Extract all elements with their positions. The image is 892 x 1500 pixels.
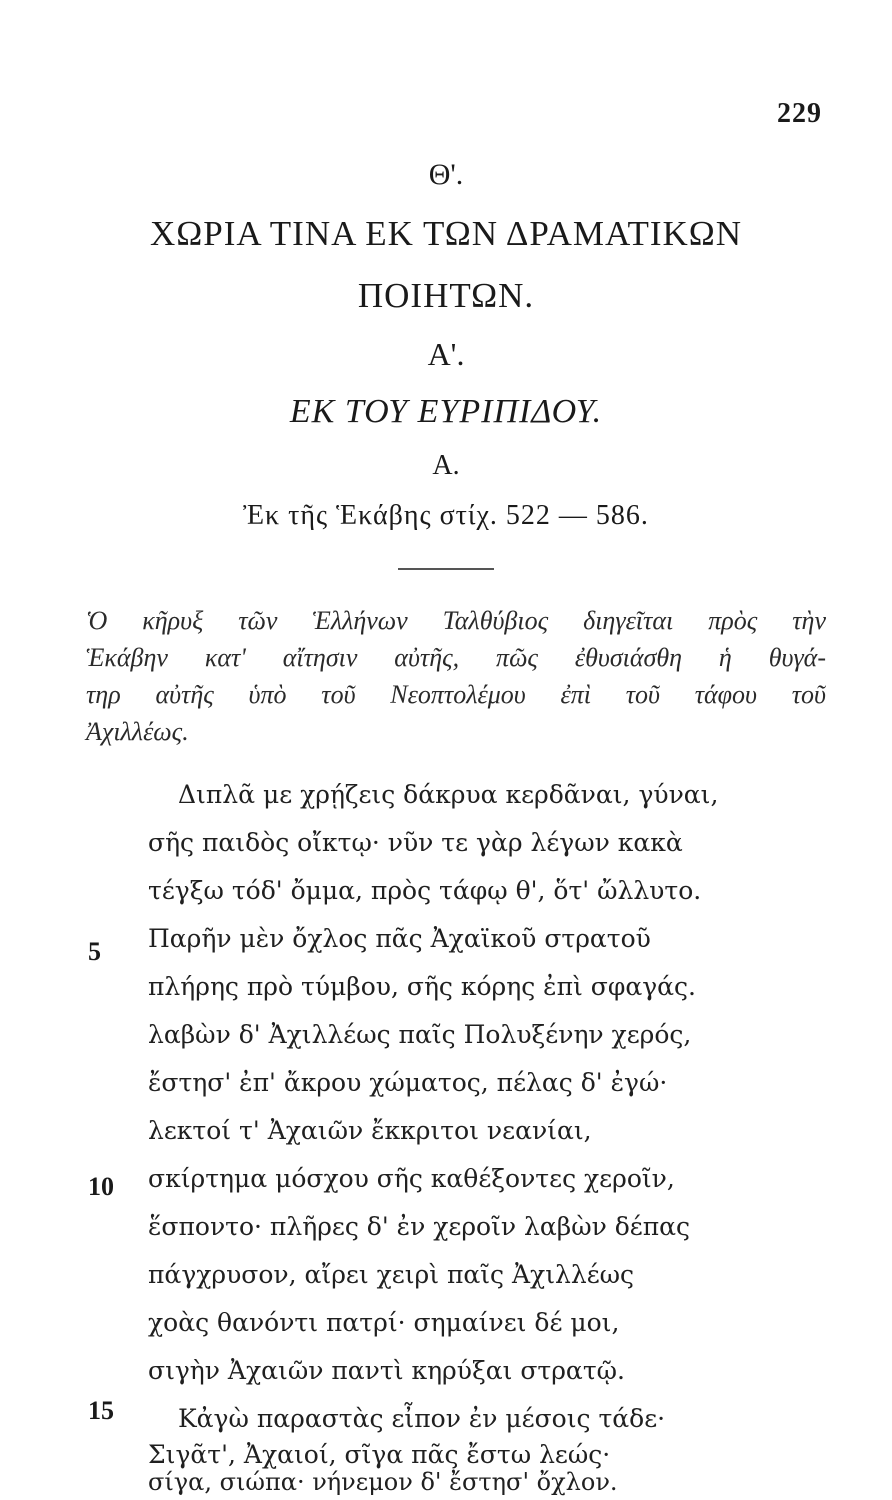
intro-line: Ἑκάβην κατ' αἴτησιν αὐτῆς, πῶς ἐθυσιάσθη ἡ θυγά- bbox=[86, 643, 826, 672]
main-title-line1: ΧΩΡΙΑ ΤΙΝΑ ΕΚ ΤΩΝ ΔΡΑΜΑΤΙΚΩΝ bbox=[149, 214, 743, 253]
source-citation: Ἐκ τῆς Ἑκάβης στίχ. 522 — 586. bbox=[243, 500, 649, 531]
part-number: Α'. bbox=[427, 336, 465, 372]
verse-line: σκίρτημα μόσχου σῆς καθέξοντες χεροῖν, bbox=[148, 1164, 675, 1193]
page-number: 229 bbox=[777, 98, 822, 129]
intro-line: Ὁ κῆρυξ τῶν Ἑλλήνων Ταλθύβιος διηγεῖται πρὸς τὴν bbox=[86, 606, 826, 635]
part-title: ΕΚ ΤΟΥ ΕΥΡΙΠΙΔΟΥ. bbox=[289, 393, 603, 430]
section-number: Θ'. bbox=[428, 158, 464, 191]
verse-line: λαβὼν δ' Ἀχιλλέως παῖς Πολυξένην χερός, bbox=[148, 1020, 692, 1049]
verse-line: σιγὴν Ἀχαιῶν παντὶ κηρύξαι στρατῷ. bbox=[148, 1356, 625, 1385]
verse-line: σίγα, σιώπα· νήνεμον δ' ἔστησ' ὄχλον. bbox=[148, 1468, 618, 1496]
line-number: 15 bbox=[88, 1396, 114, 1425]
verse-line: Παρῆν μὲν ὄχλος πᾶς Ἀχαϊκοῦ στρατοῦ bbox=[148, 924, 651, 953]
verse-line: ἔστησ' ἐπ' ἄκρου χώματος, πέλας δ' ἐγώ· bbox=[148, 1068, 668, 1097]
verse-line: πλήρης πρὸ τύμβου, σῆς κόρης ἐπὶ σφαγάς. bbox=[148, 972, 696, 1001]
verse-line: πάγχρυσον, αἴρει χειρὶ παῖς Ἀχιλλέως bbox=[148, 1260, 635, 1289]
intro-line: τηρ αὐτῆς ὑπὸ τοῦ Νεοπτολέμου ἐπὶ τοῦ τάφου τοῦ bbox=[86, 680, 826, 709]
intro-line: Ἀχιλλέως. bbox=[86, 717, 189, 746]
verse-line: τέγξω τόδ' ὄμμα, πρὸς τάφῳ θ', ὅτ' ὤλλυτο. bbox=[148, 876, 702, 905]
section-divider bbox=[398, 568, 494, 570]
line-number: 10 bbox=[88, 1172, 114, 1201]
item-number: Α. bbox=[432, 450, 460, 481]
main-title-line2: ΠΟΙΗΤΩΝ. bbox=[357, 276, 535, 315]
line-number: 5 bbox=[88, 937, 101, 966]
verse-line: σῆς παιδὸς οἴκτῳ· νῦν τε γὰρ λέγων κακὰ bbox=[148, 828, 683, 857]
verse-line: Διπλᾶ με χρῄζεις δάκρυα κερδᾶναι, γύναι, bbox=[178, 780, 719, 809]
verse-line: Σιγᾶτ', Ἀχαιοί, σῖγα πᾶς ἔστω λεώς· bbox=[148, 1440, 611, 1469]
verse-line: Κἀγὼ παραστὰς εἶπον ἐν μέσοις τάδε· bbox=[178, 1404, 666, 1433]
verse-line: ἕσποντο· πλῆρες δ' ἐν χεροῖν λαβὼν δέπας bbox=[148, 1212, 691, 1241]
verse-line: χοὰς θανόντι πατρί· σημαίνει δέ μοι, bbox=[148, 1308, 620, 1337]
verse-line: λεκτοί τ' Ἀχαιῶν ἔκκριτοι νεανίαι, bbox=[148, 1116, 592, 1145]
